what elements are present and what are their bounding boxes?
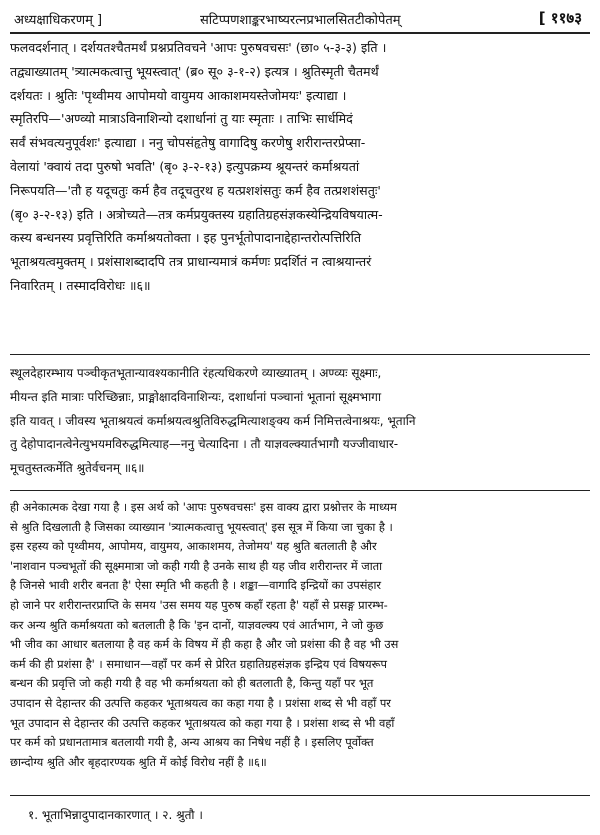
text-line: 'नाशवान पञ्चभूतों की सूक्ष्ममात्रा जो कही गयी है उनके साथ ही यह जीव शरीरान्तर में जाता	[10, 558, 383, 573]
text-line: कर अन्य श्रुति कर्माश्रयता को बतलाती है कि 'इन दानों, याज्ञवल्क्य एवं आर्तभाग, ने जो कुछ	[10, 617, 384, 632]
text-line: (बृ० ३-२-१३) इति । अत्रोच्यते—तत्र कर्मप्रयुक्तस्य ग्रहातिग्रहसंज्ञकस्येन्द्रियविषयात्म-	[10, 206, 383, 222]
commentary-text	[10, 362, 590, 481]
text-line: हो जाने पर शरीरान्तरप्राप्ति के समय 'उस समय यह पुरुष कहाँ रहता है' यहाँ से प्रसङ्ग प्रारम्भ-	[10, 597, 388, 612]
text-line: ही अनेकात्मक देखा गया है । इस अर्थ को 'आपः पुरुषवचसः' इस वाक्य द्वारा प्रश्नोत्तर के माध्यम	[10, 500, 397, 514]
text-line: तु देहोपादानत्वेनेत्युभयमविरुद्धमित्याह—ननु चेत्यादिना । तौ याज्ञवल्क्यार्तभागौ यज्जीवाधार-	[10, 437, 399, 452]
text-line: निरूपयति—'तौ ह यदूचतुः कर्म हैव तदूचतुरथ ह यत्प्रशशंसतुः कर्म हैव तत्प्रशशंसतुः'	[10, 182, 381, 198]
hindi-translation	[10, 498, 590, 772]
header-book-title: सटिप्पणशाङ्करभाष्यरत्नप्रभालसितटीकोपेतम्	[200, 13, 401, 28]
section-divider	[10, 354, 590, 355]
text-line: वेलायां 'क्वायं तदा पुरुषो भवति' (बृ० ३-२-१३) इत्युपक्रम्य श्रूयन्तरं कर्माश्रयतां	[10, 158, 360, 174]
header-section-title: अध्यक्षाधिकरणम् ]	[14, 13, 103, 28]
text-line: उपादान से देहान्तर की उत्पत्ति कहकर भूताश्रयत्व का कहा गया है । प्रशंसा शब्द से भी वहाँ पर	[10, 695, 391, 710]
text-line: मीयन्त इति मात्राः परिच्छिन्नाः, प्राङ्मोक्षादविनाशिन्यः, दशार्धानां पञ्चानां भूतानां सूक्ष्मभागा	[10, 389, 382, 404]
footnote: १. भूताभिन्नादुपादानकारणात् । २. श्रुतौ ।	[28, 808, 203, 822]
text-line: इति यावत् । जीवस्य भूताश्रयत्वं कर्माश्रयत्वश्रुतिविरुद्धमित्याशङ्क्य कर्म निमित्तत्वेनाश्रयः, भूतानि	[10, 413, 416, 428]
text-line: कस्य बन्धनस्य प्रवृत्तिरिति कर्माश्रयतोक्ता । इह पुनर्भूतोपादानाद्देहान्तरोत्पत्तिरिति	[10, 230, 362, 246]
text-line: बन्धन की प्रवृत्ति जो कही गयी है वह भी कर्माश्रयता को ही बतलाती है, किन्तु यहाँ पर भूत	[10, 676, 374, 691]
text-line: भूताश्रयत्वमुक्तम् । प्रशंसाशब्दादपि तत्र प्राधान्यमात्रं कर्मणः प्रदर्शितं न त्वाश्रयान्तरं	[10, 254, 372, 270]
text-line: इस रहस्य को पृथ्वीमय, आपोमय, वायुमय, आकाशमय, तेजोमय' यह श्रुति बतलाती है और	[10, 539, 377, 554]
running-header	[10, 6, 590, 34]
text-line: निवारितम् । तस्मादविरोधः ॥६॥	[10, 277, 151, 293]
text-line: से श्रुति दिखलाती है जिसका व्याख्यान 'त्र्यात्मकत्वात्तु भूयस्त्वात्' इस सूत्र में किया जा चुका है ।	[10, 519, 393, 534]
text-line: सर्वं संभवत्यनुपूर्वशः' इत्याद्या । ननु चोपसंहृतेषु वागादिषु करणेषु शरीरान्तरप्रेप्सा-	[10, 135, 366, 151]
text-line: स्थूलदेहारम्भाय पञ्चीकृतभूतान्यावश्यकानीति रंहत्यधिकरणे व्याख्यातम् । अण्व्यः सूक्ष्माः,	[10, 366, 382, 380]
text-line: तद्व्याख्यातम् 'त्र्यात्मकत्वात्तु भूयस्त्वात्' (ब्र० सू० ३-१-२) इत्यत्र । श्रुतिस्मृती चैतमर्थं	[10, 63, 379, 79]
text-line: है जिनसे भावी शरीर बनता है' ऐसा स्मृति भी कहती है । शङ्का—वागादि इन्द्रियों का उपसंहार	[10, 578, 382, 593]
text-line: पर कर्म को प्रधानतामात्र बतलायी गयी है, अन्य आश्रय का निषेध नहीं है । इसलिए पूर्वोक्त	[10, 735, 374, 750]
footnote-divider	[10, 795, 590, 796]
main-sanskrit-text	[10, 36, 590, 298]
text-line: स्मृतिरपि—'अण्व्यो मात्राऽविनाशिन्यो दशार्धानां तु याः स्मृताः । ताभिः सार्धमिदं	[10, 111, 353, 127]
text-line: भी जीव का आधार बतलाया है वह कर्म के विषय में ही कहा है और जो प्रशंसा की है वह भी उस	[10, 637, 399, 652]
page-number: [ ११७३	[538, 9, 582, 27]
text-line: फलवदर्शनात् । दर्शयतश्चैतमर्थं प्रश्नप्रतिवचने 'आपः पुरुषवचसः' (छा० ५-३-३) इति ।	[10, 40, 387, 55]
text-line: दर्शयतः । श्रुतिः 'पृथ्वीमय आपोमयो वायुमय आकाशमयस्तेजोमयः' इत्याद्या ।	[10, 87, 347, 103]
text-line: छान्दोग्य श्रुति और बृहदारण्यक श्रुति में कोई विरोध नहीं है ॥६॥	[10, 754, 267, 769]
text-line: भूत उपादान से देहान्तर की उत्पत्ति कहकर भूताश्रयत्व को कहा गया है । प्रशंसा शब्द से भी वहाँ	[10, 715, 395, 730]
section-divider	[10, 490, 590, 491]
text-line: मूचतुस्तत्कर्मेति श्रुतेर्वचनम् ॥६॥	[10, 461, 145, 476]
text-line: कर्म की ही प्रशंसा है' । समाधान—वहाँ पर कर्म से प्रेरित ग्रहातिग्रहसंज्ञक इन्द्रिय एवं विषयरूप	[10, 656, 387, 671]
